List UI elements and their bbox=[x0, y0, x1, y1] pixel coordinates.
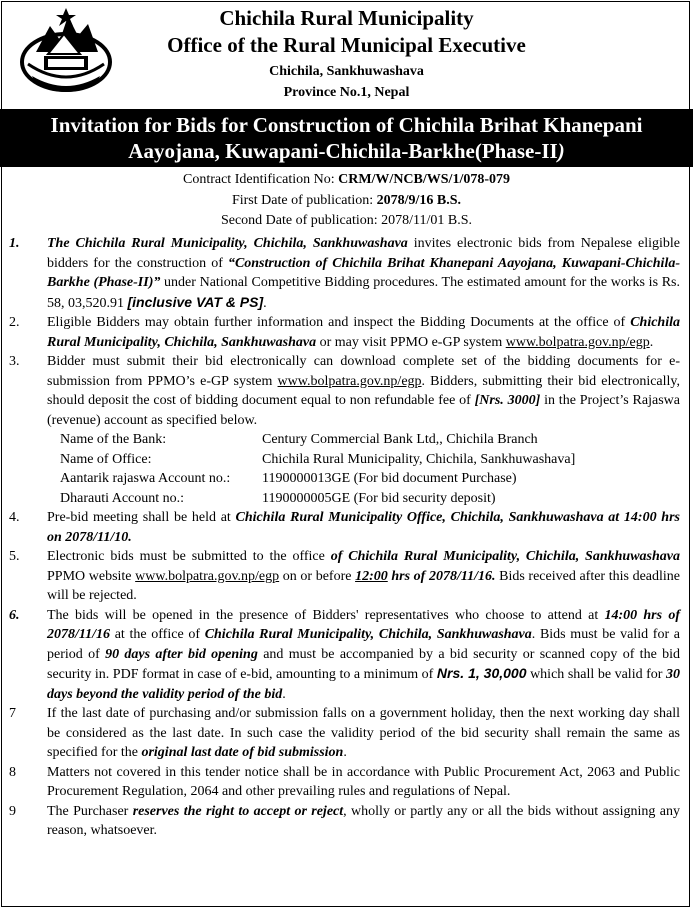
title-line-2: Aayojana, Kuwapani-Chichila-Barkhe(Phase-II) bbox=[128, 139, 565, 163]
first-publication-date: 2078/9/16 B.S. bbox=[376, 193, 462, 208]
item-number: 9 bbox=[9, 803, 16, 819]
municipality-name: Chichila Rural Municipality bbox=[219, 6, 474, 30]
egp-link[interactable]: www.bolpatra.gov.np/egp bbox=[135, 568, 280, 584]
bank-row: Aantarik rajaswa Account no.: 1190000013GE (For bid document Purchase) bbox=[60, 471, 517, 486]
second-publication-line: Second Date of publication: 2078/11/01 B.S. bbox=[220, 213, 473, 228]
list-item-7: 7 If the last date of purchasing and/or submission falls on a government holiday, then the next working day shall be considered as the last date. In such case the validity period of the bid security shall remain the same as specified for the original last date of bid submission. bbox=[9, 706, 680, 760]
list-item-1: 1. The Chichila Rural Municipality, Chichila, Sankhuwashava invites electronic bids from Nepalese eligible bidders for the construction of “Construction of Chichila Brihat Khanepani Aayojana, Kuwapani-Chichila-Barkhe (Phase-II)” under National Competitive Bidding procedures. The estimated amount for the works is Rs. 58, 03,520.91 [inclusive VAT & PS]. bbox=[9, 236, 680, 311]
province-line: Province No.1, Nepal bbox=[283, 85, 410, 100]
list-item-6: 6. The bids will be opened in the presence of Bidders' representatives who choose to attend at 14:00 hrs of 2078/11/16 at the office of Chichila Rural Municipality, Chichila, Sankhuwashava. Bids must be valid for a period of 90 days after bid opening and must be accompanied by a bid security or scanned copy of the bid security in. PDF format in case of e-bid, amounting to a minimum of Nrs. 1, 30,000 which shall be valid for 30 days beyond the validity period of the bid. bbox=[9, 607, 681, 702]
item-number: 6. bbox=[9, 607, 20, 623]
item-number: 3. bbox=[9, 354, 20, 369]
list-item-9: 9 The Purchaser reserves the right to accept or reject, wholly or partly any or all the bids without assigning any reason, whatsoever. bbox=[9, 803, 680, 838]
list-item-3: 3. Bidder must submit their bid electronically can download complete set of the bidding documents for e-submission from PPMO’s e-GP system www.bolpatra.gov.np/egp. Bidders, submitting their bid electronically, should deposit the cost of bidding document equal to non refundable fee of [Nrs. 3000] in the Project’s Rajaswa (revenue) account as specified below. bbox=[9, 354, 681, 428]
item-number: 5. bbox=[9, 549, 20, 564]
list-item-2: 2. Eligible Bidders may obtain further information and inspect the Bidding Documents at the office of Chichila Rural Municipality, Chichila, Sankhuwashava or may visit PPMO e-GP system www.bolpatra.gov.np/egp. bbox=[9, 315, 680, 350]
item-number: 2. bbox=[9, 315, 20, 330]
item-number: 7 bbox=[9, 706, 16, 721]
contract-id: CRM/W/NCB/WS/1/078-079 bbox=[338, 172, 510, 187]
bank-row: Name of the Bank: Century Commercial Bank Ltd,, Chichila Branch bbox=[60, 432, 538, 447]
notice-title-banner bbox=[0, 109, 693, 167]
office-location: Chichila, Sankhuwashava bbox=[269, 64, 424, 79]
office-name: Office of the Rural Municipal Executive bbox=[167, 33, 526, 57]
list-item-8: 8 Matters not covered in this tender notice shall be in accordance with Public Procurement Act, 2063 and Public Procurement Regulation, 2064 and other prevailing rules and regulations of Nepal. bbox=[9, 764, 680, 799]
contract-id-line: Contract Identification No: CRM/W/NCB/WS/1/078-079 bbox=[182, 172, 510, 187]
first-publication-line: First Date of publication: 2078/9/16 B.S. bbox=[231, 193, 462, 208]
item-number: 8 bbox=[9, 764, 16, 780]
item-number: 1. bbox=[9, 236, 20, 251]
notice-items bbox=[0, 234, 693, 841]
bank-row: Dharauti Account no.: 1190000005GE (For bid security deposit) bbox=[60, 490, 496, 506]
egp-link[interactable]: www.bolpatra.gov.np/egp bbox=[505, 334, 650, 350]
title-line-1: Invitation for Bids for Construction of Chichila Brihat Khanepani bbox=[50, 113, 643, 137]
list-item-5: 5. Electronic bids must be submitted to the office of Chichila Rural Municipality, Chichila, Sankhuwashava PPMO website www.bolpatra.gov.np/egp on or before 12:00 hrs of 2078/11/16. Bids received after this deadline will be rejected. bbox=[9, 549, 680, 603]
bank-details bbox=[0, 430, 693, 508]
notice-header bbox=[0, 0, 693, 110]
item-number: 4. bbox=[9, 510, 20, 525]
list-item-4: 4. Pre-bid meeting shall be held at Chichila Rural Municipality Office, Chichila, Sankhuwashava at 14:00 hrs on 2078/11/10. bbox=[9, 510, 680, 545]
egp-link[interactable]: www.bolpatra.gov.np/egp bbox=[277, 373, 422, 389]
bank-row: Name of Office: Chichila Rural Municipality, Chichila, Sankhuwashava] bbox=[60, 451, 576, 467]
